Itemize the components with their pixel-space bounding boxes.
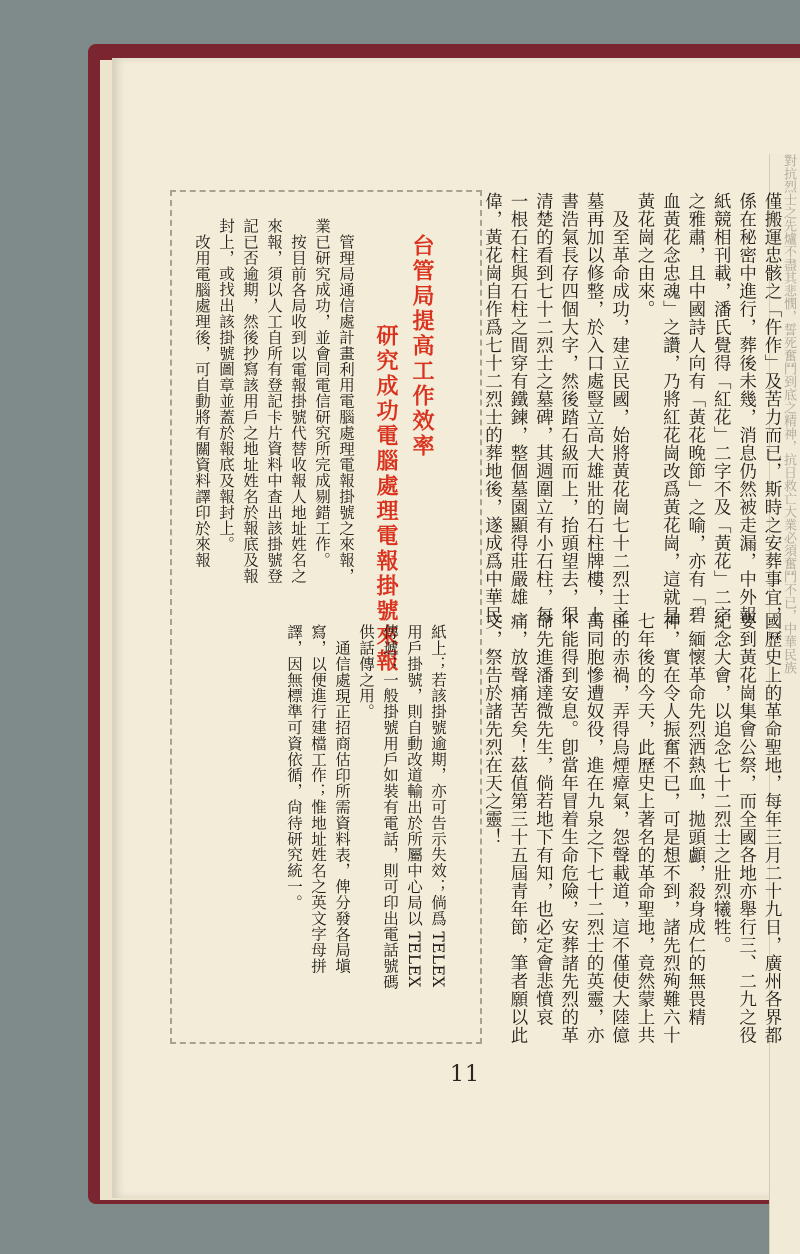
notice-bottom-block xyxy=(176,624,450,999)
notice-top-block xyxy=(136,218,358,588)
notice-top-paragraph-1: 管理局通信處計畫利用電腦處理電報掛號之來報，業已研究成功，並會同電信研究所完成剔錯工作。 xyxy=(313,218,355,584)
notice-bottom-paragraph-1: 紙上；若該掛號逾期，亦可告示失效；倘爲 TELEX 用戶掛號，則自動改道輸出於所屬中心局以 TELEX 傳遞；一般掛號用戶如裝有電話，則可印出電話號碼供話傳之用。 xyxy=(357,624,447,990)
notice-title-line-2: 研究成功電腦處理電報掛號來報 xyxy=(373,324,399,674)
article-top-block xyxy=(482,192,784,636)
notice-title-line-1: 台管局提高工作效率 xyxy=(409,234,435,459)
notice-top-paragraph-2: 按目前各局收到以電報掛號代替收報人地址姓名之來報，須以人工自所有登記卡片資料中査出該掛號登記已否逾期，然後抄寫該用戶之地址姓名於報底及報封上，或找出該掛號圖章並蓋於報底及報封上。 xyxy=(217,218,307,584)
notice-top-paragraph-3: 改用電腦處理後，可自動將有關資料譯印於來報 xyxy=(193,233,211,568)
article-bottom-block xyxy=(482,612,784,1047)
article-bottom-paragraph-1: 國歷史上的革命聖地，每年三月二十九日，廣州各界都要到黃花崗集會公祭，而全國各地亦舉行三、二九之役紀念大會，以追念七十二烈士之壯烈犧牲。 xyxy=(711,612,782,1044)
article-top-paragraph-2: 及至革命成功，建立民國，始將黃花崗七十二烈士之墓再加以修整，於入口處豎立高大雄壯的石柱牌樓，上書浩氣長存四個大字，然後踏石級而上，抬頭望去，很清楚的看到七十二烈士之墓碑，其週圍立有小石柱，每一根石柱與石柱之間穿有鐵鍊，整個墓園顯得莊嚴雄偉，黃花崗自作爲七十二烈士的葬地後，遂成爲中華民 xyxy=(482,192,630,624)
page-number: 11 xyxy=(450,1062,480,1087)
notice-box xyxy=(170,190,482,1044)
notice-bottom-paragraph-2: 通信處現正招商估印所需資料表，俾分發各局塡寫，以便進行建檔工作；惟地址姓名之英文字母拼譯，因無標準可資依循，尙待研究統一。 xyxy=(285,624,351,974)
article-bottom-paragraph-2: 緬懷革命先烈洒熱血，拋頭顱，殺身成仁的無畏精神，實在令人振奮不已，可是想不到，諸先烈殉難六十七年後的今天，此歷史上著名的革命聖地，竟然蒙上共匪的赤禍，弄得烏煙瘴氣，怨聲載道，這不僅使大陸億萬同胞慘遭奴役，進在九泉之下七十二烈士的英靈，亦不能得到安息。卽當年冒着生命危險，安葬諸先烈的革命先進潘達微先生，倘若地下有知，也必定會悲憤哀痛，放聲痛苦矣！茲值第三十五屆青年節，筆者願以此文，祭告於諸先烈在天之靈！ xyxy=(482,612,706,1044)
article-top-paragraph-1: 僅搬運忠骸之「仵作」及苦力而已，斯時之安葬事宜，係在秘密中進行，葬後未幾，消息仍然被走漏，中外報紙競相刊載，潘氏覺得「紅花」二字不及「黃花」二字之雅肅，且中國詩人向有「黃花晚節」之喻，亦有「碧血黃花念忠魂」之讚，乃將紅花崗改爲黃花崗，這就是黃花崗之由來。 xyxy=(634,192,782,624)
next-page-ghost-text: 對抗烈士之先爐不盡其悲憫，誓死奮鬥到底之精神，抗日救亡大業必須奮鬥不已，中華民族 xyxy=(781,154,796,674)
